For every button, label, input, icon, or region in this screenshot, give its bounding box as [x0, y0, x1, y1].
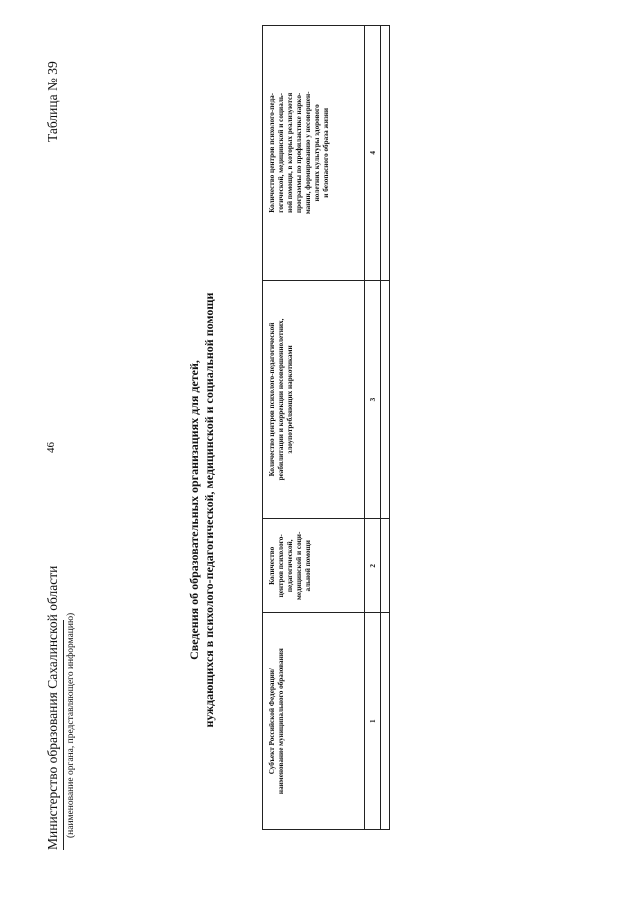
table-cell	[381, 26, 390, 281]
table-number: Таблица № 39	[45, 61, 60, 142]
organization-name: Министерство образования Сахалинской области	[45, 565, 60, 850]
title-line-1: Сведения об образовательных организациях для детей,	[187, 360, 201, 660]
column-number: 4	[365, 26, 381, 281]
column-number: 2	[365, 519, 381, 613]
document-title	[187, 210, 217, 810]
document-page	[40, 25, 580, 870]
empty-data-row	[381, 26, 390, 830]
column-number: 1	[365, 613, 381, 830]
column-number-row	[365, 26, 381, 830]
table-cell	[381, 280, 390, 519]
header-cell-prevention-centers: Количество центров психолого-педа- гогической, медицинской и социаль- ной помощи, в которых реализуются программы по профилактике нарко- мании, формированию у несовершен- нолетних культуры здорового и безопасного образа жизни	[263, 26, 365, 281]
header-cell-subject: Субъект Российской Федерации/ наименование муниципального образования	[263, 613, 365, 830]
table-header-row	[263, 26, 365, 830]
table-cell	[381, 519, 390, 613]
header-cell-rehab-centers: Количество центров психолого-педагогической реабилитации и коррекции несовершеннолетних, злоупотребляющих наркотиками	[263, 280, 365, 519]
organization-caption: (наименование органа, представляющего информацию)	[66, 612, 76, 838]
page-number: 46	[45, 442, 57, 453]
report-table	[262, 25, 390, 830]
header-cell-centers: Количество центров психолого- педагогической, медицинской и соци- альной помощи	[263, 519, 365, 613]
table-cell	[381, 613, 390, 830]
title-line-2: нуждающихся в психолого-педагогической, медицинской и социальной помощи	[202, 292, 216, 728]
column-number: 3	[365, 280, 381, 519]
organization-underline	[63, 620, 64, 850]
